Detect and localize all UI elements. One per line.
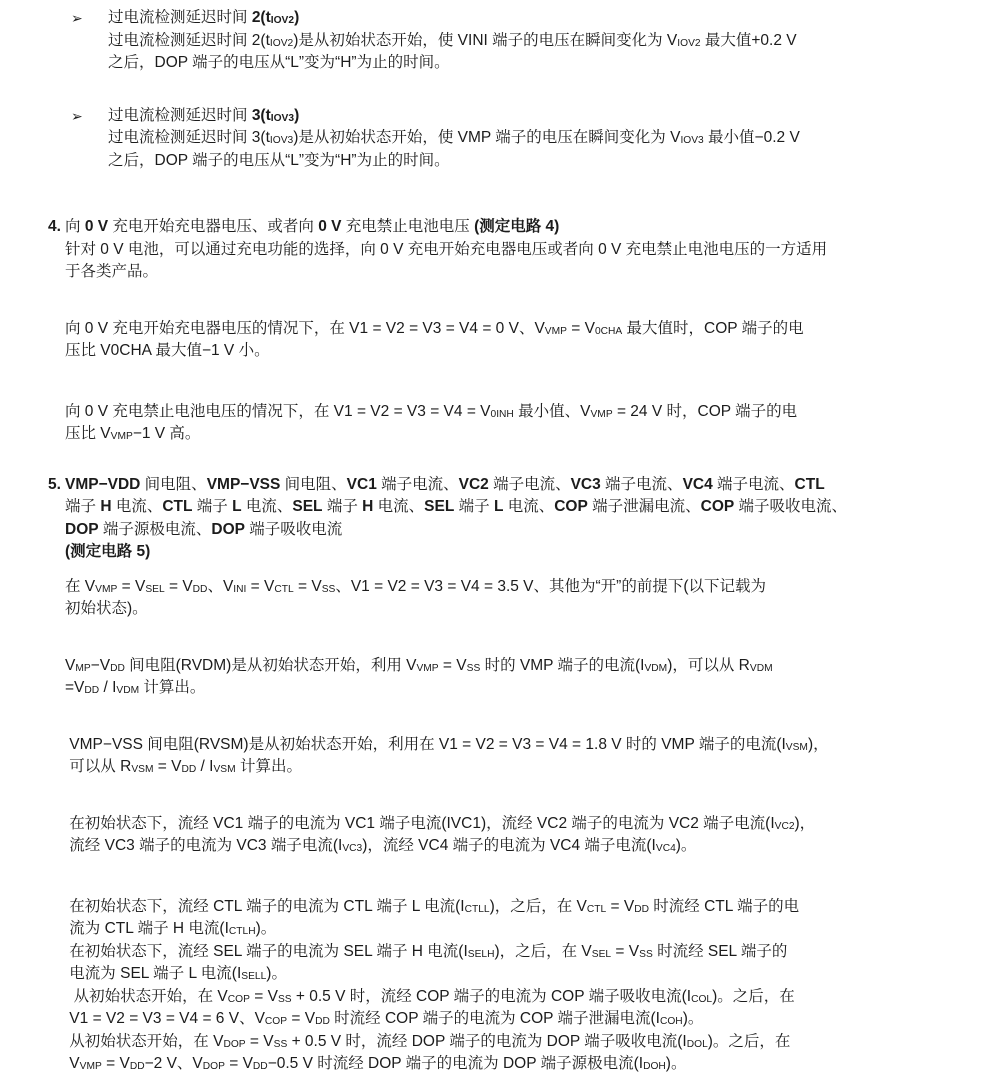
subscript-run: DD bbox=[252, 1061, 268, 1072]
text-line bbox=[65, 941, 971, 964]
text-run: )是从初始状态开始，使 VINI 端子的电压在瞬间变化为 V bbox=[293, 31, 678, 49]
text-run: 向 0 V 充电开始充电器电压的情况下，在 V1 = V2 = V3 = V4 = 0 V、V bbox=[65, 319, 545, 337]
block-content bbox=[65, 216, 971, 446]
bold-run: ) bbox=[294, 9, 300, 26]
subscript-run: INI bbox=[233, 583, 247, 595]
bold-run: 2(t bbox=[251, 9, 271, 26]
subscript-run: DD bbox=[110, 662, 125, 674]
text-run: 端子泄漏电流、 bbox=[587, 498, 701, 515]
text-run: 最小值−0.2 V bbox=[703, 129, 800, 146]
text-run: 时流经 COP 端子的电流为 COP 端子泄漏电流(I bbox=[329, 1010, 660, 1027]
section-5-resistances-and-pin-currents bbox=[48, 474, 971, 1076]
bold-run: 0 V bbox=[318, 218, 342, 235]
section-number: 5. bbox=[48, 475, 61, 493]
bold-run: VMP−VDD bbox=[65, 475, 141, 493]
subscript-run: VDM bbox=[749, 662, 773, 674]
subscript-run: IOV3 bbox=[680, 135, 704, 146]
text-run: 初始状态)。 bbox=[65, 600, 148, 617]
text-run: 最大值+0.2 V bbox=[700, 31, 797, 49]
bold-run: (测定电路 5) bbox=[65, 543, 151, 560]
subscript-run: CTL bbox=[274, 583, 294, 595]
text-run: 间电阻、 bbox=[280, 475, 347, 493]
text-line bbox=[65, 677, 971, 700]
text-run: 过电流检测延迟时间 bbox=[108, 9, 252, 26]
subscript-run: COP bbox=[227, 993, 250, 1005]
text-run: 电流、 bbox=[111, 498, 163, 515]
text-run: 计算出。 bbox=[139, 679, 206, 696]
text-run: = V bbox=[249, 987, 278, 1005]
paragraph bbox=[65, 216, 971, 284]
bold-run: H bbox=[362, 498, 374, 515]
text-line bbox=[108, 150, 971, 173]
text-line bbox=[65, 261, 971, 284]
bold-run: VC1 bbox=[346, 475, 377, 493]
text-line bbox=[65, 519, 971, 542]
subscript-run: VMP bbox=[590, 408, 613, 420]
text-line bbox=[65, 655, 971, 678]
subscript-run: COP bbox=[264, 1016, 288, 1027]
text-run: 过电流检测延迟时间 3(t bbox=[108, 129, 270, 146]
paragraph bbox=[108, 105, 971, 173]
text-run: 之后，DOP 端子的电压从“L”变为“H”为止的时间。 bbox=[108, 54, 450, 71]
text-run: 端子 bbox=[454, 498, 494, 515]
paragraph bbox=[65, 734, 971, 779]
subscript-run: VDM bbox=[116, 685, 140, 696]
subscript-run: DOP bbox=[202, 1061, 225, 1072]
text-line bbox=[65, 239, 971, 262]
subscript-run: IOV2 bbox=[270, 15, 295, 26]
text-run: = V bbox=[153, 758, 182, 775]
subscript-run: VSM bbox=[785, 741, 808, 753]
overcurrent-delay-time-2 bbox=[71, 7, 971, 75]
text-line bbox=[108, 105, 971, 128]
bold-run: SEL bbox=[424, 498, 455, 515]
text-run: 、V bbox=[207, 577, 234, 595]
bold-run: 3(t bbox=[251, 106, 271, 124]
paragraph bbox=[65, 576, 971, 621]
bold-run: 0 V bbox=[84, 218, 109, 235]
subscript-run: VC4 bbox=[655, 843, 676, 854]
subscript-run: IOV3 bbox=[269, 135, 294, 146]
text-run: 向 0 V 充电禁止电池电压的情况下，在 V1 = V2 = V3 = V4 = V bbox=[65, 402, 491, 420]
text-run: V bbox=[65, 656, 76, 674]
text-run: + 0.5 V 时，流经 COP 端子的电流为 COP 端子吸收电流(I bbox=[291, 987, 692, 1005]
text-line bbox=[108, 127, 971, 150]
text-run: = V bbox=[164, 577, 193, 595]
subscript-run: VSM bbox=[213, 764, 236, 775]
text-line bbox=[65, 756, 971, 779]
text-run: 端子吸收电流、 bbox=[734, 498, 848, 515]
block-content bbox=[108, 105, 971, 173]
subscript-run: VMP bbox=[110, 431, 133, 442]
subscript-run: SS bbox=[321, 583, 336, 595]
subscript-run: SEL bbox=[591, 948, 612, 960]
bold-run: DOP bbox=[211, 520, 245, 538]
text-run: 流为 CTL 端子 H 电流(I bbox=[65, 920, 229, 937]
text-run: 过电流检测延迟时间 2(t bbox=[108, 31, 270, 49]
subscript-run: VMP bbox=[416, 662, 439, 674]
text-run: / I bbox=[99, 679, 117, 696]
subscript-run: CTL bbox=[586, 903, 607, 915]
subscript-run: VMP bbox=[79, 1061, 102, 1072]
bold-run: (测定电路 4) bbox=[474, 218, 560, 235]
text-line bbox=[65, 1031, 971, 1054]
subscript-run: COH bbox=[659, 1016, 683, 1027]
text-run: −0.5 V 时流经 DOP 端子的电流为 DOP 端子源极电流(I bbox=[267, 1055, 644, 1072]
text-run: 计算出。 bbox=[235, 758, 302, 775]
text-run: 端子吸收电流 bbox=[245, 520, 343, 538]
text-run: 可以从 R bbox=[65, 758, 132, 775]
text-run: 间电阻、 bbox=[140, 475, 207, 493]
text-run: 最大值时，COP 端子的电 bbox=[622, 319, 804, 337]
text-line bbox=[65, 963, 971, 986]
text-run: 压比 V0CHA 最大值−1 V 小。 bbox=[65, 342, 270, 359]
bold-run: DOP bbox=[65, 520, 99, 538]
text-run: 过电流检测延迟时间 bbox=[108, 106, 252, 124]
text-run: 时的 VMP 端子的电流(I bbox=[480, 656, 645, 674]
text-run: 于各类产品。 bbox=[65, 263, 159, 280]
paragraph bbox=[65, 318, 971, 363]
paragraph bbox=[65, 474, 971, 564]
text-run: 电流、 bbox=[241, 498, 293, 515]
text-run: 在初始状态下，流经 CTL 端子的电流为 CTL 端子 L 电流(I bbox=[65, 897, 465, 915]
subscript-run: VC2 bbox=[774, 820, 795, 832]
bold-run: ) bbox=[294, 106, 300, 124]
subscript-run: VMP bbox=[544, 325, 567, 337]
text-run: 电流、 bbox=[373, 498, 425, 515]
subscript-run: SEL bbox=[145, 583, 165, 595]
text-run: )。之后，在 bbox=[712, 987, 795, 1005]
text-run: = V bbox=[611, 942, 640, 960]
subscript-run: CTLH bbox=[228, 926, 256, 937]
text-run: )。 bbox=[255, 920, 277, 937]
text-run: = V bbox=[224, 1055, 253, 1072]
subscript-run: IOV2 bbox=[677, 37, 701, 49]
text-run: = V bbox=[438, 656, 467, 674]
subscript-run: DOL bbox=[686, 1038, 708, 1050]
subscript-run: SS bbox=[273, 1038, 288, 1050]
text-run: )。 bbox=[682, 1010, 704, 1027]
text-run: = V bbox=[246, 577, 275, 595]
text-run: 在初始状态下，流经 SEL 端子的电流为 SEL 端子 H 电流(I bbox=[65, 942, 468, 960]
text-run: VMP−VSS 间电阻(RVSM)是从初始状态开始，利用在 V1 = V2 = V3 = V4 = 1.8 V 时的 VMP 端子的电流(I bbox=[65, 735, 786, 753]
text-run: )，流经 VC4 端子的电流为 VC4 端子电流(I bbox=[362, 837, 656, 854]
text-line bbox=[65, 340, 971, 363]
bold-run: CTL bbox=[794, 475, 825, 493]
subscript-run: COL bbox=[691, 993, 713, 1005]
text-run: −1 V 高。 bbox=[132, 425, 201, 442]
bold-run: L bbox=[232, 498, 242, 515]
text-line bbox=[108, 52, 971, 75]
text-line bbox=[65, 813, 971, 836]
text-run: 端子电流、 bbox=[712, 475, 795, 493]
text-run: 、V1 = V2 = V3 = V4 = 3.5 V、其他为“开”的前提下(以下记载为 bbox=[335, 577, 766, 595]
text-line bbox=[65, 986, 971, 1009]
bold-run: VC2 bbox=[458, 475, 489, 493]
subscript-run: SELH bbox=[467, 948, 495, 960]
text-run: 在 V bbox=[65, 577, 96, 595]
text-run: 充电开始充电器电压、或者向 bbox=[108, 218, 319, 235]
text-run: 压比 V bbox=[65, 425, 111, 442]
text-run: 端子 bbox=[65, 498, 101, 515]
subscript-run: DD bbox=[129, 1061, 145, 1072]
text-run: 从初始状态开始，在 V bbox=[65, 987, 228, 1005]
text-line bbox=[65, 496, 971, 519]
section-4-zero-volt-charge-voltage bbox=[48, 216, 971, 446]
subscript-run: VC3 bbox=[342, 843, 363, 854]
text-run: = V bbox=[287, 1010, 316, 1027]
paragraph bbox=[65, 655, 971, 700]
text-run: 时流经 CTL 端子的电 bbox=[648, 897, 800, 915]
text-run: = V bbox=[566, 319, 595, 337]
text-run: 之后，DOP 端子的电压从“L”变为“H”为止的时间。 bbox=[108, 151, 450, 169]
text-run: )，可以从 R bbox=[667, 656, 750, 674]
text-run: )，之后，在 V bbox=[494, 942, 592, 960]
bold-run: L bbox=[493, 498, 504, 515]
text-run: 在初始状态下，流经 VC1 端子的电流为 VC1 端子电流(IVC1)，流经 VC2 端子的电流为 VC2 端子电流(I bbox=[65, 814, 775, 832]
subscript-run: SS bbox=[277, 993, 292, 1005]
text-run: −V bbox=[90, 656, 111, 674]
subscript-run: MP bbox=[75, 662, 91, 674]
text-run: = V bbox=[117, 577, 146, 595]
text-run: = 24 V 时，COP 端子的电 bbox=[612, 402, 798, 420]
arrow-bullet-marker: ➢ bbox=[71, 10, 83, 26]
text-line bbox=[65, 474, 971, 497]
text-run: )， bbox=[807, 735, 829, 753]
text-run: 充电禁止电池电压 bbox=[341, 218, 475, 235]
block-content bbox=[65, 474, 971, 1076]
text-run: = V bbox=[606, 897, 635, 915]
subscript-run: DOH bbox=[643, 1061, 666, 1072]
bold-run: VC3 bbox=[570, 475, 601, 493]
subscript-run: 0CHA bbox=[594, 325, 623, 337]
text-run: = V bbox=[293, 577, 322, 595]
text-line bbox=[65, 541, 971, 564]
text-line bbox=[65, 918, 971, 941]
paragraph bbox=[65, 896, 971, 1076]
subscript-run: DD bbox=[634, 903, 649, 915]
text-run: 端子电流、 bbox=[376, 475, 459, 493]
text-run: )。 bbox=[266, 965, 287, 982]
section-number: 4. bbox=[48, 218, 61, 235]
text-run: 从初始状态开始，在 V bbox=[65, 1032, 224, 1050]
text-run: 端子源极电流、 bbox=[98, 520, 212, 538]
text-line bbox=[65, 1053, 971, 1076]
text-run: V1 = V2 = V3 = V4 = 6 V、V bbox=[65, 1010, 265, 1027]
paragraph bbox=[65, 401, 971, 446]
text-run: 电流、 bbox=[503, 498, 555, 515]
text-run: V bbox=[65, 1055, 80, 1072]
subscript-run: IOV2 bbox=[269, 37, 294, 49]
document-body bbox=[48, 7, 971, 1076]
subscript-run: CTLL bbox=[464, 903, 490, 915]
text-line bbox=[65, 401, 971, 424]
bold-run: COP bbox=[700, 498, 735, 515]
bold-run: COP bbox=[554, 498, 588, 515]
text-run: = V bbox=[101, 1055, 130, 1072]
subscript-run: DD bbox=[192, 583, 208, 595]
text-run: )， bbox=[794, 814, 816, 832]
text-run: = V bbox=[245, 1032, 274, 1050]
text-run: 端子电流、 bbox=[488, 475, 571, 493]
text-run: 端子 bbox=[322, 498, 363, 515]
subscript-run: VDM bbox=[644, 662, 668, 674]
text-run: −2 V、V bbox=[144, 1055, 203, 1072]
bold-run: VC4 bbox=[682, 475, 713, 493]
subscript-run: DD bbox=[84, 685, 100, 696]
text-line bbox=[65, 318, 971, 341]
text-run: 端子电流、 bbox=[600, 475, 683, 493]
paragraph bbox=[65, 813, 971, 858]
text-run: 电流为 SEL 端子 L 电流(I bbox=[65, 965, 242, 982]
subscript-run: DD bbox=[315, 1016, 330, 1027]
subscript-run: SS bbox=[466, 662, 481, 674]
text-line bbox=[65, 896, 971, 919]
paragraph bbox=[108, 7, 971, 75]
text-run: 最小值、V bbox=[513, 402, 591, 420]
text-line bbox=[65, 576, 971, 599]
text-run: )是从初始状态开始，使 VMP 端子的电压在瞬间变化为 V bbox=[293, 129, 681, 146]
bold-run: SEL bbox=[292, 498, 323, 515]
text-run: 间电阻(RVDM)是从初始状态开始，利用 V bbox=[124, 656, 417, 674]
text-line bbox=[65, 835, 971, 858]
text-line bbox=[65, 423, 971, 446]
text-line bbox=[65, 734, 971, 757]
subscript-run: DD bbox=[181, 764, 197, 775]
text-run: / I bbox=[196, 758, 214, 775]
text-line bbox=[108, 7, 971, 30]
subscript-run: 0INH bbox=[490, 408, 514, 420]
block-content bbox=[108, 7, 971, 75]
overcurrent-delay-time-3 bbox=[71, 105, 971, 173]
arrow-bullet-marker: ➢ bbox=[71, 107, 83, 124]
text-run: )。 bbox=[665, 1055, 687, 1072]
subscript-run: SELL bbox=[241, 971, 267, 982]
subscript-run: SS bbox=[639, 948, 653, 960]
text-run: )，之后，在 V bbox=[489, 897, 587, 915]
bold-run: VMP−VSS bbox=[206, 475, 281, 493]
text-line bbox=[65, 598, 971, 621]
text-run: 向 bbox=[65, 218, 85, 235]
text-run: 端子 bbox=[192, 498, 233, 515]
text-line bbox=[65, 216, 971, 239]
text-line bbox=[108, 30, 971, 53]
subscript-run: VMP bbox=[95, 583, 118, 595]
text-line bbox=[65, 1008, 971, 1031]
subscript-run: VSM bbox=[131, 764, 154, 775]
text-run: 针对 0 V 电池，可以通过充电功能的选择，向 0 V 充电开始充电器电压或者向 0 V 充电禁止电池电压的一方适用 bbox=[65, 240, 828, 258]
text-run: )。 bbox=[675, 837, 697, 854]
text-run: 时流经 SEL 端子的 bbox=[652, 942, 788, 960]
text-run: 流经 VC3 端子的电流为 VC3 端子电流(I bbox=[65, 837, 343, 854]
text-run: )。之后，在 bbox=[707, 1032, 791, 1050]
bold-run: CTL bbox=[162, 498, 193, 515]
bold-run: H bbox=[100, 498, 112, 515]
text-run: =V bbox=[65, 679, 85, 696]
subscript-run: IOV3 bbox=[270, 112, 295, 124]
text-run: + 0.5 V 时，流经 DOP 端子的电流为 DOP 端子吸收电流(I bbox=[287, 1032, 687, 1050]
subscript-run: DOP bbox=[223, 1038, 246, 1050]
